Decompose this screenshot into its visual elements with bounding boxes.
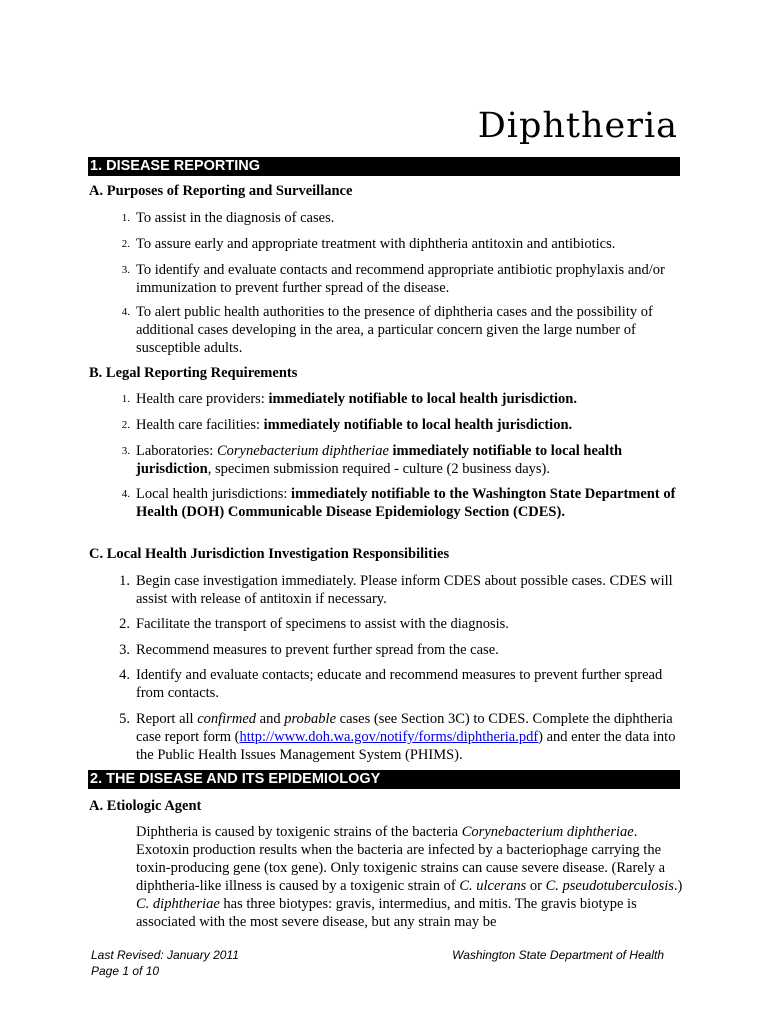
list-text: To assure early and appropriate treatment with diphtheria antitoxin and antibiotics. — [136, 236, 616, 252]
list-item — [121, 416, 684, 434]
list-text-italic: Corynebacterium diphtheriae — [216, 443, 389, 459]
list-text: and — [256, 711, 285, 727]
list-number: 3. — [121, 445, 130, 457]
list-text: Report all — [136, 711, 198, 727]
list-text-italic: confirmed — [197, 711, 257, 727]
list-text: Begin case investigation immediately. Please inform CDES about possible cases. CDES will assist with release of antitoxin if necessary. — [136, 573, 673, 607]
subheading-etiologic-agent: A. Etiologic Agent — [89, 798, 202, 814]
list-text: , specimen submission required - culture (2 business days). — [207, 461, 550, 477]
list-number: 3. — [119, 642, 130, 658]
list-number: 1. — [119, 573, 130, 589]
list-text-bold: immediately notifiable to the Washington State Department of Health (DOH) Communicable Disease Epidemiology Section (CDES). — [136, 486, 676, 520]
list-item — [121, 390, 684, 408]
list-number: 5. — [119, 711, 130, 727]
case-report-form-link[interactable]: http://www.doh.wa.gov/notify/forms/diphtheria.pdf — [239, 729, 539, 745]
list-item — [121, 485, 684, 521]
list-text: cases (see Section 3C) to CDES. Complete the diphtheria case report form ( — [136, 711, 673, 745]
list-text: To identify and evaluate contacts and recommend appropriate antibiotic prophylaxis and/or immunization to prevent further spread of the disease. — [136, 262, 665, 296]
list-number: 4. — [121, 306, 130, 318]
list-text-italic: probable — [284, 711, 337, 727]
paragraph-italic: Corynebacterium diphtheriae — [461, 824, 634, 840]
list-text: Facilitate the transport of specimens to assist with the diagnosis. — [136, 616, 509, 632]
footer-agency: Washington State Department of Health — [452, 948, 664, 962]
list-item — [119, 572, 684, 608]
list-item — [121, 235, 684, 253]
list-text: Identify and evaluate contacts; educate and recommend measures to prevent further spread from contacts. — [136, 667, 663, 701]
section-header-disease-reporting: 1. DISEASE REPORTING — [88, 157, 680, 176]
list-text: Health care facilities: — [136, 417, 264, 433]
subheading-legal-requirements: B. Legal Reporting Requirements — [89, 365, 298, 381]
list-item — [121, 442, 684, 478]
list-text-bold: immediately notifiable to local health jurisdiction — [136, 443, 623, 477]
list-number: 2. — [121, 419, 130, 431]
list-text: Local health jurisdictions: — [136, 486, 292, 502]
list-number: 4. — [119, 667, 130, 683]
list-text-bold: immediately notifiable to local health jurisdiction. — [268, 391, 577, 407]
paragraph-italic: C. ulcerans — [459, 878, 527, 894]
list-text: To alert public health authorities to the presence of diphtheria cases and the possibility of additional cases developing in the area, a particular concern given the large number of susceptible adults. — [136, 304, 653, 356]
list-item — [121, 209, 684, 227]
page-title: Diphtheria — [477, 106, 678, 146]
section-header-disease-epidemiology: 2. THE DISEASE AND ITS EPIDEMIOLOGY — [88, 770, 680, 789]
list-number: 2. — [119, 616, 130, 632]
paragraph-text: . Exotoxin production results when the bacteria are infected by a bacteriophage carrying the toxin-producing gene (tox gene). Only toxigenic strains can cause severe disease. (Rarely a diphtheria-like illness is caused by a toxigenic strain of — [136, 824, 666, 894]
list-text: Health care providers: — [136, 391, 269, 407]
list-text: ) and enter the data into the Public Health Issues Management System (PHIMS). — [136, 729, 676, 763]
list-item — [119, 710, 684, 764]
list-text: To assist in the diagnosis of cases. — [136, 210, 335, 226]
list-text: Laboratories: — [136, 443, 217, 459]
list-item — [119, 615, 684, 633]
list-number: 1. — [121, 212, 130, 224]
list-number: 2. — [121, 238, 130, 250]
list-text: Recommend measures to prevent further spread from the case. — [136, 642, 499, 658]
list-item — [121, 303, 684, 357]
paragraph-text: has three biotypes: gravis, intermedius, and mitis. The gravis biotype is associated with the most severe disease, but any strain may be — [136, 896, 637, 930]
paragraph-text: .) — [673, 878, 683, 894]
footer-page-number: Page 1 of 10 — [91, 964, 160, 978]
list-item — [121, 261, 684, 297]
subheading-lhj-responsibilities: C. Local Health Jurisdiction Investigation Responsibilities — [89, 546, 450, 562]
list-number: 3. — [121, 264, 130, 276]
list-number: 4. — [121, 488, 130, 500]
paragraph-italic: C. diphtheriae — [136, 896, 220, 912]
list-item — [119, 641, 684, 659]
paragraph-italic: C. pseudotuberculosis — [545, 878, 674, 894]
etiologic-agent-paragraph — [136, 823, 684, 931]
subheading-purposes: A. Purposes of Reporting and Surveillance — [89, 183, 353, 199]
list-number: 1. — [121, 393, 130, 405]
list-item — [119, 666, 684, 702]
paragraph-text: or — [526, 878, 546, 894]
list-text-bold: immediately notifiable to local health jurisdiction. — [263, 417, 573, 433]
paragraph-text: Diphtheria is caused by toxigenic strains of the bacteria — [136, 824, 462, 840]
footer-last-revised: Last Revised: January 2011 — [91, 948, 239, 962]
